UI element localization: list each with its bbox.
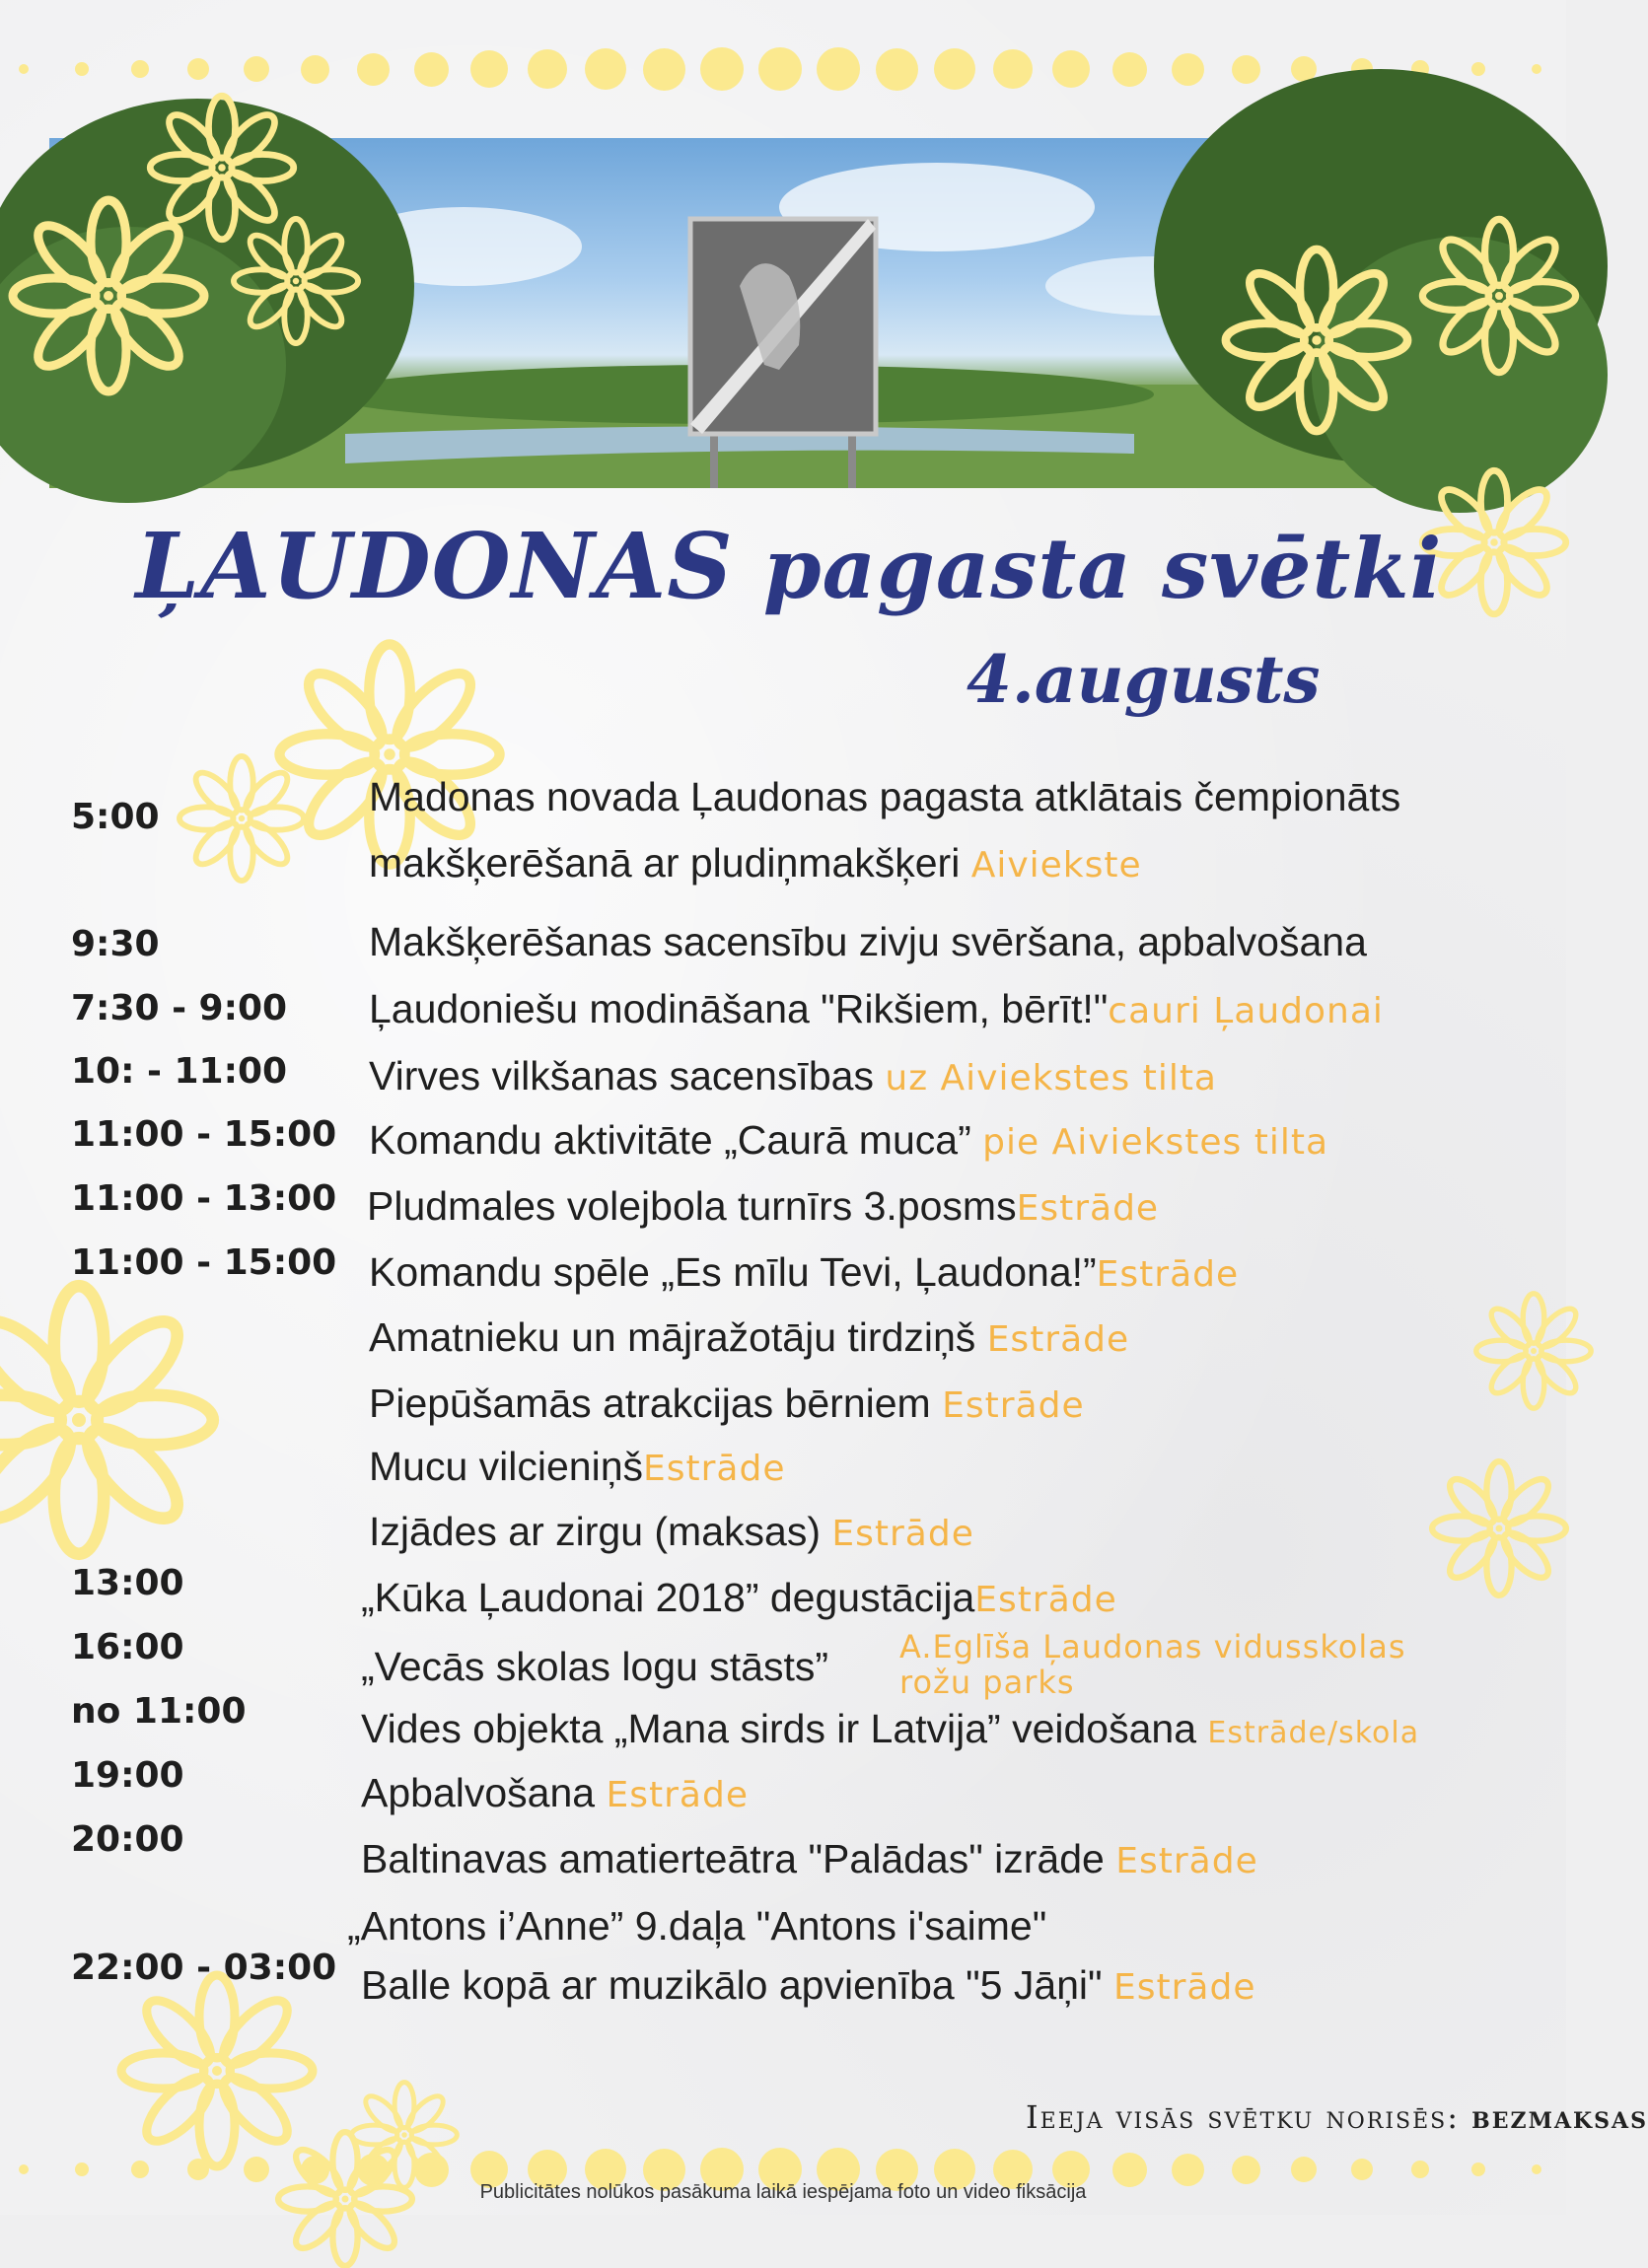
decorative-dot — [1232, 2156, 1260, 2184]
decorative-dot — [131, 60, 149, 78]
schedule-event: „Kūka Ļaudonai 2018” degustācijaEstrāde — [361, 1575, 1117, 1620]
flower-icon — [1223, 247, 1410, 434]
flower-icon — [1474, 1282, 1593, 1420]
schedule-location: cauri Ļaudonai — [1108, 991, 1384, 1031]
decorative-dot — [470, 50, 508, 88]
flower-icon — [0, 1282, 217, 1558]
schedule-event: Makšķerēšanas sacensību zivju svēršana, apbalvošana — [369, 919, 1367, 964]
decorative-dot — [528, 49, 567, 89]
flower-icon — [1420, 197, 1578, 394]
schedule-time: 11:00 - 13:00 — [71, 1178, 337, 1219]
schedule-time: 16:00 — [71, 1627, 184, 1667]
decorative-dot — [244, 56, 269, 82]
schedule-event: Baltinavas amatierteātra "Palādas" izrāde Estrāde — [361, 1836, 1258, 1881]
schedule-event: Mucu vilcieniņšEstrāde — [369, 1444, 786, 1489]
decorative-dot — [993, 49, 1033, 89]
schedule-event: Balle kopā ar muzikālo apvienība "5 Jāņi" Estrāde — [361, 1962, 1256, 2008]
decorative-dot — [1411, 2161, 1429, 2178]
schedule-event: Virves vilkšanas sacensības uz Aiviekstes tilta — [369, 1053, 1217, 1099]
decorative-dot — [414, 52, 449, 87]
event-date: 4.augusts — [967, 641, 1321, 718]
schedule-event: Komandu aktivitāte „Caurā muca” pie Aiviekstes tilta — [369, 1117, 1329, 1163]
schedule-event: „Antons i’Anne” 9.daļa "Antons i'saime" — [347, 1903, 1047, 1949]
schedule-location: A.Eglīša Ļaudonas vidusskolas rožu parks — [899, 1628, 1406, 1701]
schedule-event: Komandu spēle „Es mīlu Tevi, Ļaudona!”Estrāde — [369, 1249, 1240, 1295]
decorative-dot — [758, 47, 802, 91]
decorative-dot — [1532, 64, 1541, 74]
schedule-time: no 11:00 — [71, 1691, 247, 1732]
flower-icon — [148, 94, 296, 242]
schedule-time: 19:00 — [71, 1755, 184, 1796]
schedule-location: Aiviekste — [970, 845, 1142, 886]
schedule-event: Izjādes ar zirgu (maksas) Estrāde — [369, 1509, 974, 1554]
flower-icon — [1430, 1440, 1568, 1617]
schedule-location: Estrāde — [974, 1580, 1117, 1620]
decorative-dot — [1471, 2162, 1485, 2176]
entry-note: Ieeja visās svētku norisēs: bezmaksas — [1026, 2098, 1648, 2136]
schedule-time: 11:00 - 15:00 — [71, 1242, 337, 1283]
decorative-dot — [1291, 2157, 1317, 2182]
schedule-event: Pludmales volejbola turnīrs 3.posmsEstrāde — [367, 1183, 1160, 1229]
schedule-location: Estrāde — [1096, 1254, 1240, 1295]
decorative-dot — [1291, 56, 1317, 82]
schedule-location: uz Aiviekstes tilta — [885, 1058, 1217, 1099]
decorative-dot — [1471, 62, 1485, 76]
schedule-location: Estrāde — [606, 1775, 749, 1815]
decorative-dot — [1532, 2164, 1541, 2174]
schedule-event: Madonas novada Ļaudonas pagasta atklātais čempionāts — [369, 774, 1401, 819]
schedule-time: 20:00 — [71, 1819, 184, 1860]
flower-icon — [178, 754, 306, 883]
photo-disclaimer: Publicitātes nolūkos pasākuma laikā iespējama foto un video fiksācija — [479, 2181, 1087, 2203]
decorative-dot — [817, 47, 860, 91]
decorative-dot — [187, 58, 209, 80]
schedule-event: makšķerēšanā ar pludiņmakšķeri Aiviekste — [369, 840, 1142, 886]
decorative-dot — [700, 47, 744, 91]
schedule-event: Vides objekta „Mana sirds ir Latvija” veidošana Estrāde/skola — [361, 1706, 1420, 1751]
decorative-dot — [75, 2162, 89, 2176]
decorative-dot — [1052, 50, 1090, 88]
schedule-location: Estrāde — [942, 1385, 1085, 1426]
decorative-dot — [1172, 53, 1204, 86]
schedule-location: Estrāde — [986, 1319, 1130, 1360]
schedule-time: 22:00 - 03:00 — [71, 1948, 337, 1988]
schedule-location: Estrāde — [1115, 1841, 1258, 1881]
decorative-dot — [19, 64, 29, 74]
decorative-dot — [643, 48, 685, 91]
schedule-time: 10: - 11:00 — [71, 1051, 288, 1092]
decorative-dot — [876, 48, 918, 91]
schedule-event: Apbalvošana Estrāde — [361, 1770, 749, 1815]
schedule-location: pie Aiviekstes tilta — [982, 1122, 1329, 1163]
schedule-time: 5:00 — [71, 797, 160, 837]
schedule-event: Piepūšamās atrakcijas bērniem Estrāde — [369, 1381, 1085, 1426]
schedule-time: 13:00 — [71, 1563, 184, 1603]
decorative-dot — [1351, 2159, 1373, 2180]
schedule-location: Estrāde — [1113, 1967, 1256, 2008]
schedule-time: 7:30 - 9:00 — [71, 988, 288, 1028]
decorative-dot — [1112, 52, 1147, 87]
decorative-dot — [19, 2164, 29, 2174]
schedule-location: Estrāde — [831, 1514, 974, 1554]
schedule-event: Amatnieku un mājražotāju tirdziņš Estrāde — [369, 1314, 1130, 1360]
schedule-event: „Vecās skolas logu stāsts” — [361, 1644, 828, 1689]
schedule-event: Ļaudoniešu modināšana "Rikšiem, bērīt!"cauri Ļaudonai — [369, 986, 1384, 1031]
schedule-location: Estrāde/skola — [1207, 1716, 1420, 1750]
coat-of-arms-sign — [690, 219, 876, 434]
decorative-dot — [301, 55, 329, 84]
decorative-dot — [75, 62, 89, 76]
schedule-location: Estrāde — [643, 1449, 786, 1489]
decorative-dot — [585, 48, 626, 90]
schedule-time: 9:30 — [71, 924, 160, 964]
decorative-dot — [934, 48, 975, 90]
flower-icon — [276, 641, 503, 868]
schedule-time: 11:00 - 15:00 — [71, 1114, 337, 1155]
schedule-location: Estrāde — [1016, 1188, 1160, 1229]
page-title: ĻAUDONAS pagasta svētki — [135, 513, 1443, 619]
decorative-dot — [1232, 55, 1260, 84]
decorative-dot — [357, 53, 390, 86]
